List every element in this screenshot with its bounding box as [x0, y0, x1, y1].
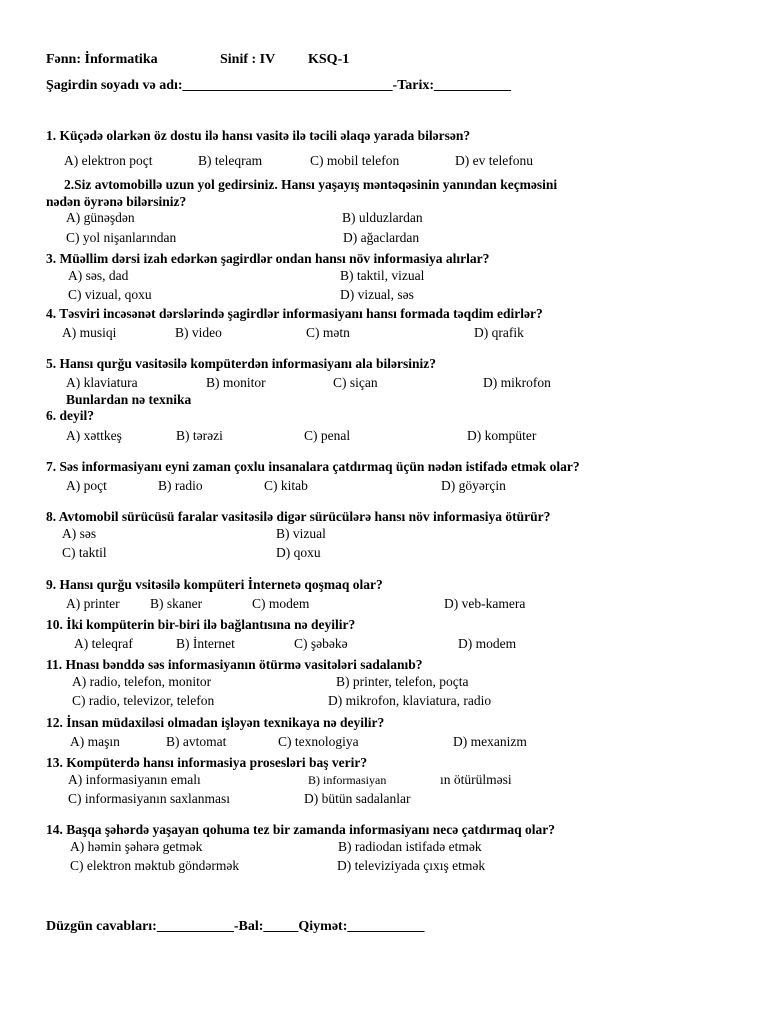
q13-option-b-part2: ın ötürülməsi — [440, 772, 512, 787]
question-2-line1: 2.Siz avtomobillə uzun yol gedirsiniz. Hansı yaşayış məntəqəsinin yanından keçməsini — [64, 177, 558, 192]
q3-option-d: D) vizual, səs — [340, 287, 414, 302]
question-13: 13. Kompüterdə hansı informasiya prosesləri baş verir? — [46, 755, 368, 770]
q7-option-d: D) göyərçin — [441, 478, 506, 493]
question-4: 4. Təsviri incəsənət dərslərində şagirdlər informasiyanı hansı formada təqdim edirlər? — [46, 306, 543, 321]
q4-option-b: B) video — [175, 325, 222, 340]
q3-option-c: C) vizual, qoxu — [68, 287, 152, 302]
question-9: 9. Hansı qurğu vsitəsilə kompüteri İnternetə qoşmaq olar? — [46, 577, 383, 592]
student-name-date-line: Şagirdin soyadı və adı:______________________________-Tarix:___________ — [46, 78, 512, 93]
grade-label: Sinif : IV — [220, 52, 276, 67]
q8-option-d: D) qoxu — [276, 545, 321, 560]
q1-option-c: C) mobil telefon — [310, 153, 400, 168]
q12-option-a: A) maşın — [70, 734, 120, 749]
q6-option-c: C) penal — [304, 428, 351, 443]
q4-option-c: C) mətn — [306, 325, 350, 340]
q7-option-b: B) radio — [158, 478, 203, 493]
q5-option-a: A) klaviatura — [66, 375, 138, 390]
question-11: 11. Hnası bənddə səs informasiyanın ötürmə vasitələri sadalanıb? — [46, 657, 423, 672]
question-3: 3. Müəllim dərsi izah edərkən şagirdlər ondan hansı növ informasiya alırlar? — [46, 251, 490, 266]
q7-option-c: C) kitab — [264, 478, 308, 493]
question-1: 1. Küçədə olarkən öz dostu ilə hansı vasitə ilə təcili əlaqə yarada bilərsən? — [46, 128, 471, 143]
q1-option-d: D) ev telefonu — [455, 153, 533, 168]
q11-option-a: A) radio, telefon, monitor — [72, 674, 212, 689]
question-6-line2: 6. deyil? — [46, 408, 95, 423]
q10-option-a: A) teleqraf — [74, 636, 133, 651]
q2-option-c: C) yol nişanlarından — [66, 230, 177, 245]
question-2-line2: nədən öyrənə bilərsiniz? — [46, 194, 187, 209]
q12-option-b: B) avtomat — [166, 734, 227, 749]
q11-option-c: C) radio, televizor, telefon — [72, 693, 215, 708]
q2-option-b: B) ulduzlardan — [342, 210, 423, 225]
q9-option-d: D) veb-kamera — [444, 596, 526, 611]
question-5: 5. Hansı qurğu vasitəsilə kompüterdən informasiyanı ala bilərsiniz? — [46, 356, 437, 371]
q6-option-a: A) xəttkeş — [66, 428, 122, 443]
question-10: 10. İki kompüterin bir-biri ilə bağlantısına nə deyilir? — [46, 617, 356, 632]
q8-option-a: A) səs — [62, 526, 97, 541]
q8-option-c: C) taktil — [62, 545, 107, 560]
subject-label: Fənn: İnformatika — [46, 52, 158, 67]
q14-option-d: D) televiziyada çıxış etmək — [337, 858, 486, 873]
question-8: 8. Avtomobil sürücüsü faralar vasitəsilə digər sürücülərə hansı növ informasiya ötürür? — [46, 509, 551, 524]
answers-score-grade-line: Düzgün cavabları:___________-Bal:_____Qiymət:___________ — [46, 919, 425, 934]
q13-option-d: D) bütün sadalanlar — [304, 791, 411, 806]
q4-option-a: A) musiqi — [62, 325, 117, 340]
question-14: 14. Başqa şəhərdə yaşayan qohuma tez bir zamanda informasiyanı necə çatdırmaq olar? — [46, 822, 555, 837]
q8-option-b: B) vizual — [276, 526, 326, 541]
q1-option-b: B) teleqram — [198, 153, 263, 168]
q11-option-d: D) mikrofon, klaviatura, radio — [328, 693, 492, 708]
question-6-line1: Bunlardan nə texnika — [66, 392, 192, 407]
q14-option-b: B) radiodan istifadə etmək — [338, 839, 482, 854]
q12-option-c: C) texnologiya — [278, 734, 359, 749]
q13-option-b-part1: B) informasiyan — [308, 773, 387, 787]
q2-option-a: A) günəşdən — [66, 210, 135, 225]
q5-option-c: C) siçan — [333, 375, 378, 390]
q10-option-d: D) modem — [458, 636, 517, 651]
q3-option-b: B) taktil, vizual — [340, 268, 425, 283]
q14-option-a: A) həmin şəhərə getmək — [70, 839, 203, 854]
q2-option-d: D) ağaclardan — [343, 230, 420, 245]
q14-option-c: C) elektron məktub göndərmək — [70, 858, 240, 873]
question-12: 12. İnsan müdaxiləsi olmadan işləyən texnikaya nə deyilir? — [46, 715, 385, 730]
q6-option-b: B) tərəzi — [176, 428, 223, 443]
q10-option-b: B) İnternet — [176, 636, 235, 651]
q5-option-d: D) mikrofon — [483, 375, 551, 390]
question-7: 7. Səs informasiyanı eyni zaman çoxlu insanalara çatdırmaq üçün nədən istifadə etmək olar? — [46, 459, 580, 474]
q11-option-b: B) printer, telefon, poçta — [336, 674, 469, 689]
q5-option-b: B) monitor — [206, 375, 266, 390]
q13-option-c: C) informasiyanın saxlanması — [68, 791, 230, 806]
q9-option-b: B) skaner — [150, 596, 203, 611]
q6-option-d: D) kompüter — [467, 428, 537, 443]
q7-option-a: A) poçt — [66, 478, 107, 493]
q3-option-a: A) səs, dad — [68, 268, 129, 283]
q13-option-a: A) informasiyanın emalı — [68, 772, 201, 787]
q12-option-d: D) mexanizm — [453, 734, 527, 749]
q4-option-d: D) qrafik — [474, 325, 524, 340]
code-label: KSQ-1 — [308, 52, 350, 67]
q9-option-a: A) printer — [66, 596, 120, 611]
q9-option-c: C) modem — [252, 596, 310, 611]
q1-option-a: A) elektron poçt — [64, 153, 153, 168]
q10-option-c: C) şəbəkə — [294, 636, 348, 651]
